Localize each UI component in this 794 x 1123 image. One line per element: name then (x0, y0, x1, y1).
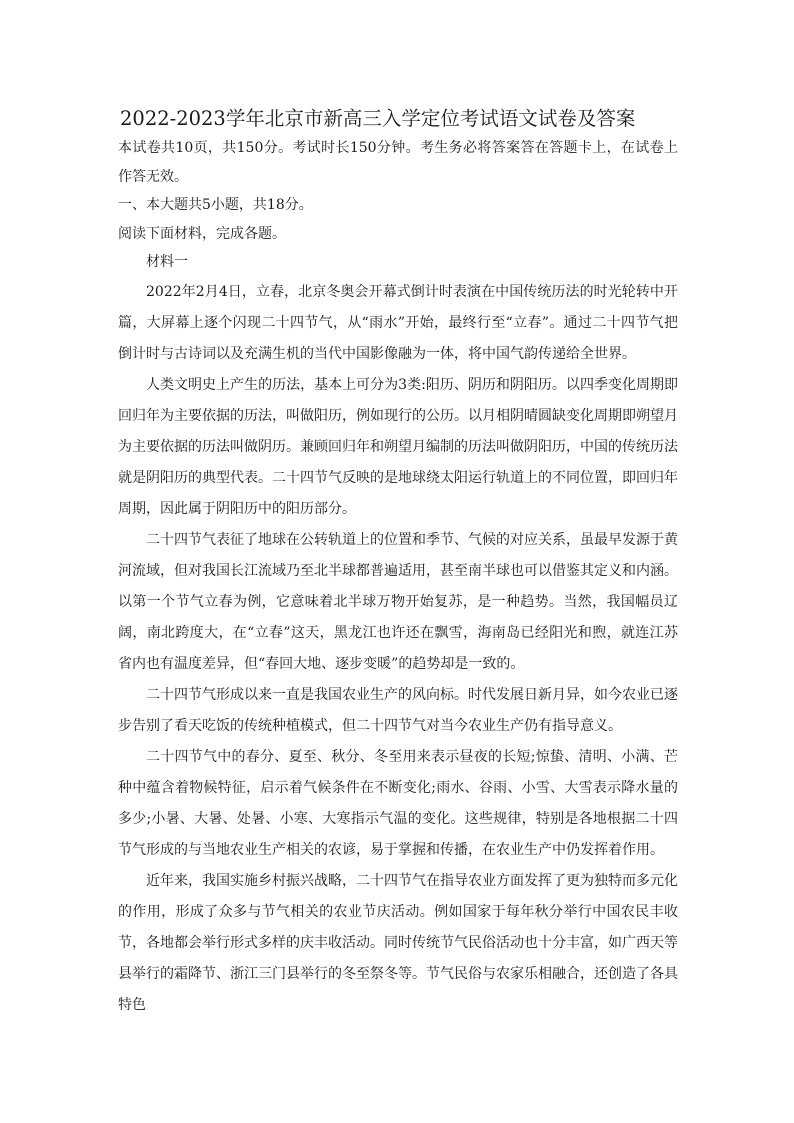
paragraph-6: 近年来，我国实施乡村振兴战略，二十四节气在指导农业方面发挥了更为独特而多元化的作用，形成了众多与节气相关的农业节庆活动。例如国家于每年秋分举行中国农民丰收节，各地都会举行形式多样的庆丰收活动。同时传统节气民俗活动也十分丰富，如广西天等县举行的霜降节、浙江三门县举行的冬至祭冬等。节气民俗与农家乐相融合，还创造了各具特色 (118, 872, 678, 1013)
document-page (118, 104, 678, 1021)
material-label: 材料一 (146, 254, 188, 270)
paragraph-1: 2022年2月4日，立春，北京冬奥会开幕式倒计时表演在中国传统历法的时光轮转中开篇，大屏幕上逐个闪现二十四节气，从“雨水”开始，最终行至“立春”。通过二十四节气把倒计时与古诗词以及充满生机的当代中国影像融为一体，将中国气韵传递给全世界。 (118, 283, 678, 362)
paragraph-3: 二十四节气表征了地球在公转轨道上的位置和季节、气候的对应关系，虽最早发源于黄河流域，但对我国长江流域乃至北半球都普遍适用，甚至南半球也可以借鉴其定义和内涵。以第一个节气立春为例，它意味着北半球万物开始复苏，是一种趋势。当然，我国幅员辽阔，南北跨度大，在“立春”这天，黑龙江也许还在飘雪，海南岛已经阳光和煦，就连江苏省内也有温度差异，但“春回大地、逐步变暖”的趋势却是一致的。 (118, 531, 678, 672)
paragraph-5: 二十四节气中的春分、夏至、秋分、冬至用来表示昼夜的长短;惊蛰、清明、小满、芒种中蕴含着物候特征，启示着气候条件在不断变化;雨水、谷雨、小雪、大雪表示降水量的多少;小暑、大暑、处暑、小寒、大寒指示气温的变化。这些规律，特别是各地根据二十四节气形成的与当地农业生产相关的农谚，易于掌握和传播，在农业生产中仍发挥着作用。 (118, 748, 678, 858)
reading-prompt: 阅读下面材料，完成各题。 (118, 225, 286, 242)
exam-instructions: 本试卷共10页，共150分。考试时长150分钟。考生务必将答案答在答题卡上，在试卷上作答无效。 (118, 140, 678, 185)
section-heading: 一、本大题共5小题，共18分。 (118, 197, 313, 213)
document-title: 2022-2023学年北京市新高三入学定位考试语文试卷及答案 (120, 107, 636, 130)
paragraph-2: 人类文明史上产生的历法，基本上可分为3类:阳历、阴历和阴阳历。以四季变化周期即回归年为主要依据的历法，叫做阳历，例如现行的公历。以月相阴晴圆缺变化周期即朔望月为主要依据的历法叫做阴历。兼顾回归年和朔望月编制的历法叫做阴阳历，中国的传统历法就是阴阳历的典型代表。二十四节气反映的是地球绕太阳运行轨道上的不同位置，即回归年周期，因此属于阴阳历中的阳历部分。 (118, 376, 678, 517)
paragraph-4: 二十四节气形成以来一直是我国农业生产的风向标。时代发展日新月异，如今农业已逐步告别了看天吃饭的传统种植模式，但二十四节气对当今农业生产仍有指导意义。 (118, 686, 678, 734)
